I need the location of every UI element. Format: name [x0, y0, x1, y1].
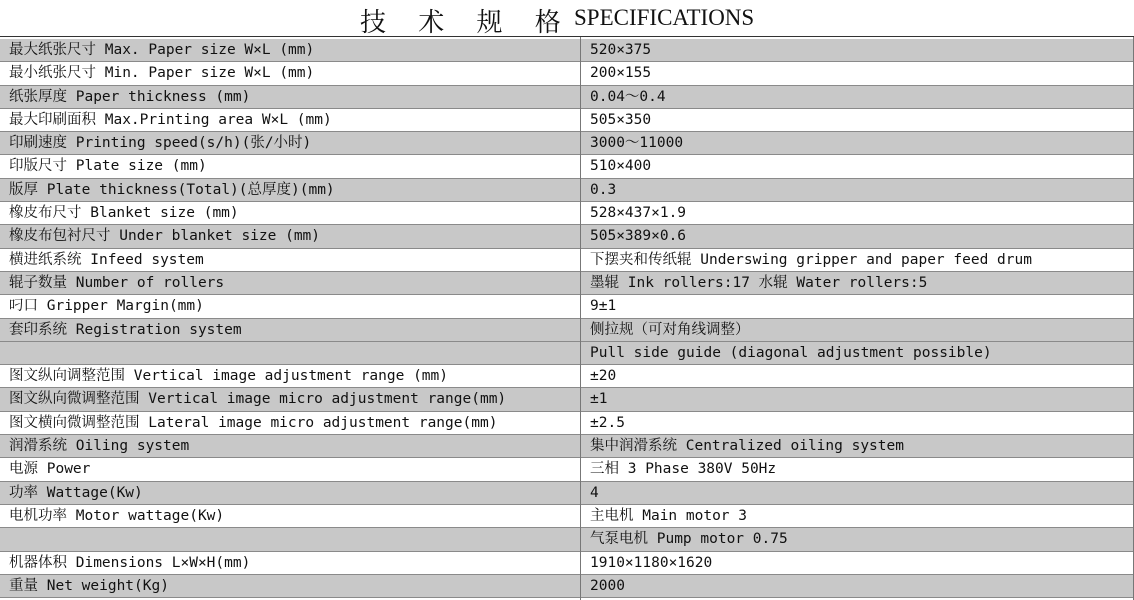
spec-value: 集中润滑系统 Centralized oiling system: [590, 438, 904, 455]
spec-row: [0, 39, 1134, 62]
spec-row: [0, 342, 1134, 365]
spec-row: [0, 62, 1134, 85]
spec-label: [9, 342, 569, 364]
spec-row: [0, 365, 1134, 388]
spec-value: 505×350: [590, 111, 652, 128]
spec-label: 功率 Wattage(Kw): [9, 484, 143, 501]
spec-value: 三相 3 Phase 380V 50Hz: [590, 461, 777, 478]
spec-row: [0, 482, 1134, 505]
spec-value: 4: [590, 484, 599, 501]
spec-value: ±20: [590, 368, 617, 385]
spec-value: 2000: [590, 577, 625, 594]
spec-row: [0, 272, 1134, 295]
spec-row: [0, 412, 1134, 435]
spec-row: [0, 319, 1134, 342]
spec-row: [0, 458, 1134, 481]
spec-row: [0, 528, 1134, 551]
spec-row: [0, 132, 1134, 155]
spec-value: 3000～11000: [590, 135, 684, 152]
spec-label: 最大印刷面积 Max.Printing area W×L (mm): [9, 111, 332, 128]
spec-row: [0, 155, 1134, 178]
spec-value: 主电机 Main motor 3: [590, 507, 747, 524]
spec-label: 印刷速度 Printing speed(s/h)(张/小时): [9, 135, 312, 152]
spec-value: Pull side guide (diagonal adjustment possible): [590, 344, 992, 361]
spec-row: [0, 109, 1134, 132]
spec-row: [0, 388, 1134, 411]
spec-label: 纸张厚度 Paper thickness (mm): [9, 88, 251, 105]
spec-label: 电机功率 Motor wattage(Kw): [9, 507, 225, 524]
spec-label: 印版尺寸 Plate size (mm): [9, 158, 207, 175]
spec-row: [0, 179, 1134, 202]
spec-value: 下摆夹和传纸辊 Underswing gripper and paper feed drum: [590, 251, 1032, 268]
spec-value: ±2.5: [590, 414, 625, 431]
spec-label: [9, 528, 569, 550]
spec-label: 图文横向微调整范围 Lateral image micro adjustment range(mm): [9, 414, 498, 431]
title-chinese: 技 术 规 格: [360, 8, 573, 38]
spec-value: 510×400: [590, 158, 652, 175]
column-divider: [580, 37, 581, 600]
spec-value: 气泵电机 Pump motor 0.75: [590, 531, 788, 548]
spec-value: 墨辊 Ink rollers:17 水辊 Water rollers:5: [590, 274, 928, 291]
spec-row: [0, 202, 1134, 225]
spec-value: 1910×1180×1620: [590, 554, 713, 571]
spec-row: [0, 225, 1134, 248]
spec-label: 版厚 Plate thickness(Total)(总厚度)(mm): [9, 181, 335, 198]
spec-row: [0, 295, 1134, 318]
spec-label: 橡皮布包衬尺寸 Under blanket size (mm): [9, 228, 321, 245]
spec-row: [0, 86, 1134, 109]
spec-label: 图文纵向微调整范围 Vertical image micro adjustment range(mm): [9, 391, 507, 408]
spec-row: [0, 435, 1134, 458]
spec-value: 200×155: [590, 65, 652, 82]
spec-value: 9±1: [590, 298, 617, 315]
spec-label: 电源 Power: [9, 461, 91, 478]
spec-row: [0, 552, 1134, 575]
spec-label: 套印系统 Registration system: [9, 321, 242, 338]
spec-value: ±1: [590, 391, 608, 408]
spec-label: 润滑系统 Oiling system: [9, 438, 190, 455]
title-row: [0, 0, 1134, 37]
spec-label: 橡皮布尺寸 Blanket size (mm): [9, 205, 239, 222]
spec-value: 0.04～0.4: [590, 88, 666, 105]
spec-label: 机器体积 Dimensions L×W×H(mm): [9, 554, 251, 571]
spec-value: 侧拉规（可对角线调整）: [590, 321, 750, 338]
spec-label: 最小纸张尺寸 Min. Paper size W×L (mm): [9, 65, 315, 82]
spec-value: 520×375: [590, 42, 652, 58]
spec-row: [0, 505, 1134, 528]
spec-value: 505×389×0.6: [590, 228, 687, 245]
spec-label: 最大纸张尺寸 Max. Paper size W×L (mm): [9, 42, 315, 58]
spec-value: 528×437×1.9: [590, 205, 687, 222]
spec-row: [0, 575, 1134, 598]
spec-row: [0, 249, 1134, 272]
spec-label: 辊子数量 Number of rollers: [9, 274, 225, 291]
spec-table: [0, 39, 1134, 598]
spec-value: 0.3: [590, 181, 617, 198]
spec-label: 图文纵向调整范围 Vertical image adjustment range (mm): [9, 368, 448, 385]
spec-label: 重量 Net weight(Kg): [9, 577, 169, 594]
spec-label: 叼口 Gripper Margin(mm): [9, 298, 204, 315]
spec-label: 横进纸系统 Infeed system: [9, 251, 204, 268]
title-english: SPECIFICATIONS: [574, 5, 755, 30]
